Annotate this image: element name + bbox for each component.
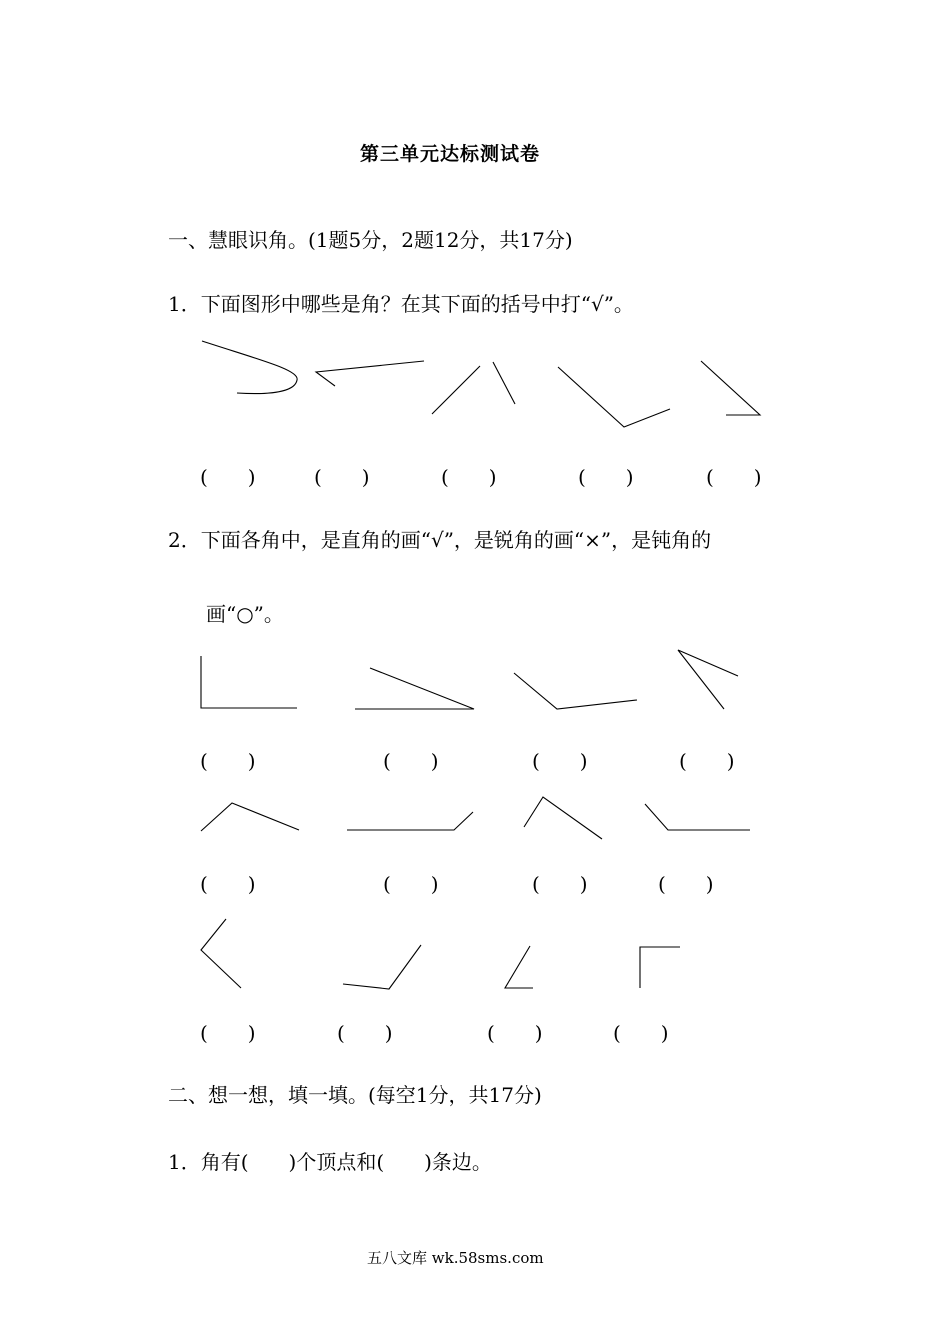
angle-r2-1 — [201, 803, 299, 831]
question-1-2-text-line1: 2．下面各角中，是直角的画“√”，是锐角的画“×”，是钝角的 — [168, 528, 712, 552]
answer-slot[interactable]: ( ) — [200, 465, 256, 489]
angle-r3-3 — [505, 946, 533, 988]
answer-slot[interactable]: ( ) — [200, 1021, 256, 1045]
answer-slot[interactable]: ( ) — [679, 749, 735, 773]
angle-r1-3 — [514, 673, 637, 709]
answer-slot[interactable]: ( ) — [383, 872, 439, 896]
angle-r1-2 — [355, 668, 474, 709]
answer-slot[interactable]: ( ) — [441, 465, 497, 489]
answer-slot[interactable]: ( ) — [337, 1021, 393, 1045]
section-2-heading: 二、想一想，填一填。(每空1分，共17分) — [168, 1083, 542, 1107]
figure-angle-v — [558, 367, 670, 427]
figure-separate-lines-b — [493, 362, 515, 404]
figure-angle-acute — [701, 361, 760, 415]
page-title: 第三单元达标测试卷 — [360, 143, 541, 165]
angle-r3-1 — [201, 919, 241, 988]
question-1-1-text: 1．下面图形中哪些是角？在其下面的括号中打“√”。 — [168, 292, 634, 316]
page-footer: 五八文库 wk.58sms.com — [367, 1249, 544, 1267]
angle-r2-4 — [645, 804, 750, 830]
section-1-heading: 一、慧眼识角。(1题5分，2题12分，共17分) — [168, 228, 573, 252]
angle-r2-2 — [347, 812, 473, 830]
angle-r2-3 — [524, 797, 602, 839]
angle-r3-2 — [343, 945, 421, 989]
question-1-2-text-line2: 画“○”。 — [206, 602, 284, 626]
figure-curve — [202, 341, 297, 394]
answer-slot[interactable]: ( ) — [706, 465, 762, 489]
answer-slot[interactable]: ( ) — [487, 1021, 543, 1045]
answer-slot[interactable]: ( ) — [613, 1021, 669, 1045]
angle-r1-4 — [678, 650, 738, 709]
answer-slot[interactable]: ( ) — [658, 872, 714, 896]
figure-open-angle — [316, 361, 424, 386]
answer-slot[interactable]: ( ) — [578, 465, 634, 489]
angle-r1-1 — [201, 656, 297, 708]
angle-r3-4 — [640, 947, 680, 988]
answer-slot[interactable]: ( ) — [200, 872, 256, 896]
question-2-1-text: 1．角有( )个顶点和( )条边。 — [168, 1150, 492, 1174]
answer-slot[interactable]: ( ) — [200, 749, 256, 773]
answer-slot[interactable]: ( ) — [314, 465, 370, 489]
answer-slot[interactable]: ( ) — [383, 749, 439, 773]
answer-slot[interactable]: ( ) — [532, 749, 588, 773]
answer-slot[interactable]: ( ) — [532, 872, 588, 896]
figure-separate-lines-a — [432, 366, 480, 414]
